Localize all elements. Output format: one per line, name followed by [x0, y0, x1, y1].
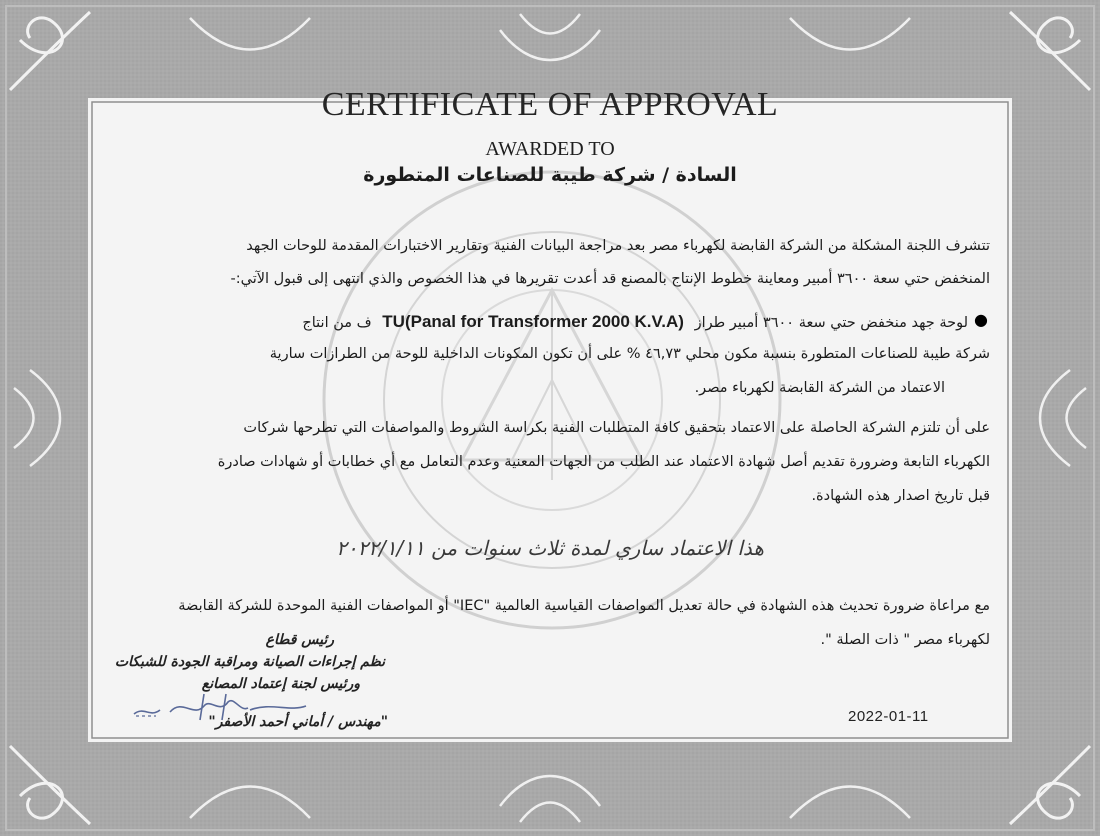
bullet-model: TU(Panal for Transformer 2000 K.V.A) [382, 312, 684, 331]
recipient-name: السادة / شركة طيبة للصناعات المتطورة [363, 164, 737, 186]
intro-line-1: تتشرف اللجنة المشكلة من الشركة القابضة لكهرباء مصر بعد مراجعة البيانات الفنية وتقارير الاختبارات المقدمة للوحات الجهد [246, 238, 990, 254]
note-line-1: مع مراعاة ضرورة تحديث هذه الشهادة في حالة تعديل المواصفات القياسية العالمية "IEC" أو المواصفات الفنية الموحدة للشركة القابضة [178, 598, 990, 614]
bullet-line-1 [302, 312, 968, 332]
signatory-title-3: ورئيس لجنة إعتماد المصانع [201, 676, 360, 692]
watermark-seal [312, 160, 792, 640]
condition-line-3: قبل تاريخ اصدار هذه الشهادة. [811, 488, 990, 504]
bullet-text-start: لوحة جهد منخفض حتي سعة ٣٦٠٠ أمبير طراز [694, 315, 968, 331]
condition-line-1: على أن تلتزم الشركة الحاصلة على الاعتماد بتحقيق كافة المتطلبات الفنية بكراسة الشروط والمواصفات التي تطرحها شركات [243, 420, 990, 436]
condition-line-2: الكهرباء التابعة وضرورة تقديم أصل شهادة الاعتماد عند الطلب من الجهات المعنية وعدم التعامل مع أي خطابات أو شهادات صادرة [217, 454, 990, 470]
awarded-to-label: AWARDED TO [485, 138, 615, 160]
signatory-title-2: نظم إجراءات الصيانة ومراقبة الجودة للشبكات [114, 654, 385, 670]
bullet-icon: ● [974, 310, 988, 329]
bullet-line-2: شركة طيبة للصناعات المتطورة بنسبة مكون محلي ٤٦,٧٣ % على أن تكون المكونات الداخلية للوحة من الطرازات سارية [269, 346, 990, 362]
intro-line-2: المنخفض حتي سعة ٣٦٠٠ أمبير ومعاينة خطوط الإنتاج بالمصنع قد أعدت تقريرها في هذا الخصوص والذي انتهى إلى قبول الآتي:- [230, 271, 990, 287]
bullet-text-end: ف من انتاج [302, 315, 372, 331]
note-line-2: لكهرباء مصر " ذات الصلة ". [820, 632, 990, 648]
bullet-line-3: الاعتماد من الشركة القابضة لكهرباء مصر. [694, 380, 945, 396]
validity-statement: هذا الاعتماد ساري لمدة ثلاث سنوات من ٢٠٢٢/١/١١ [336, 536, 764, 560]
signatory-title-1: رئيس قطاع [265, 632, 334, 648]
issue-date: 2022-01-11 [848, 708, 929, 725]
signatory-name: "مهندس / أماني أحمد الأصفر" [208, 714, 388, 730]
certificate-title: CERTIFICATE OF APPROVAL [321, 86, 779, 123]
